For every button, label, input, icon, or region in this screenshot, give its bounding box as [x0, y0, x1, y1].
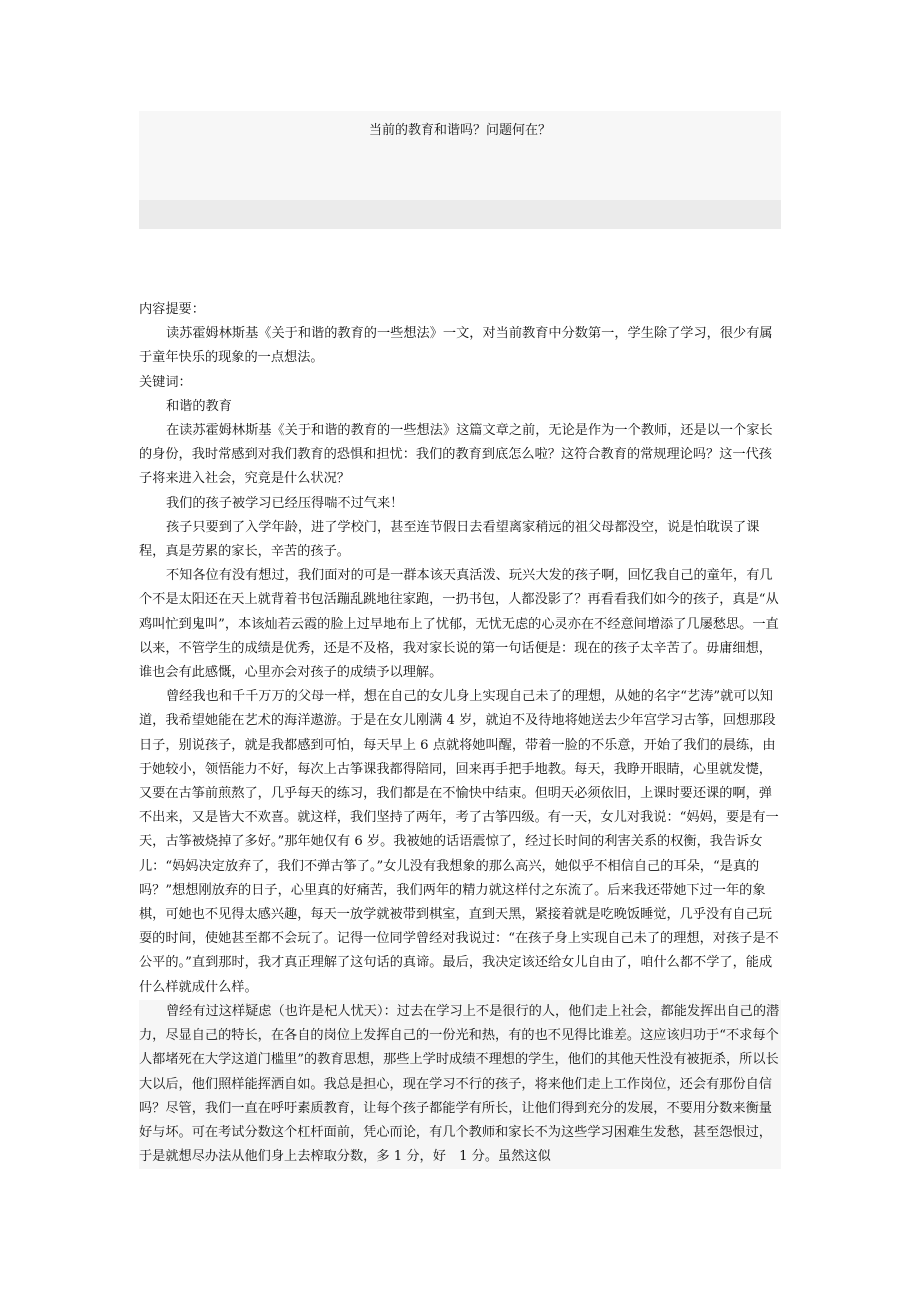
paragraph: 曾经我也和千千万万的父母一样，想在自己的女儿身上实现自己未了的理想，从她的名字“艺涛”就可以知道，我希望她能在艺术的海洋遨游。于是在女儿刚满 4 岁，就迫不及待地将她送去少年宫学习古筝，回想那段日子，别说孩子，就是我都感到可怕，每天早上 6 点就将她叫醒，带着一脸的不乐意，开始了我们的晨练，由于她较小，领悟能力不好，每次上古筝课我都得陪同，回来再手把手地教。每天，我睁开眼睛，心里就发憷，又要在古筝前煎熬了，几乎每天的练习，我们都是在不愉快中结束。但明天必须依旧，上课时要还课的啊，弹不出来，又是皆大不欢喜。就这样，我们坚持了两年，考了古筝四级。有一天，女儿对我说：“妈妈，要是有一天，古筝被烧掉了多好。”那年她仅有 6 岁。我被她的话语震惊了，经过长时间的利害关系的权衡，我告诉女儿：“妈妈决定放弃了，我们不弹古筝了。”女儿没有我想象的那么高兴，她似乎不相信自己的耳朵，“是真的吗？”想想刚放弃的日子，心里真的好痛苦，我们两年的精力就这样付之东流了。后来我还带她下过一年的象棋，可她也不见得太感兴趣，每天一放学就被带到棋室，直到天黑，紧接着就是吃晚饭睡觉，几乎没有自己玩耍的时间，使她甚至都不会玩了。记得一位同学曾经对我说过：“在孩子身上实现自己未了的理想，对孩子是不公平的。”直到那时，我才真正理解了这句话的真谛。最后，我决定该还给女儿自由了，咱什么都不学了，能成什么样就成什么样。: [139, 689, 779, 995]
document: [139, 111, 781, 1169]
summary-label: 内容提要：: [139, 302, 205, 317]
keywords-label: 关键词：: [139, 374, 192, 390]
paragraph: 在读苏霍姆林斯基《关于和谐的教育的一些想法》这篇文章之前，无论是作为一个教师，还是以一个家长的身份，我时常感到对我们教育的恐惧和担忧：我们的教育到底怎么啦？这符合教育的常规理论吗？这一代孩子将来进入社会，究竟是什么状况？: [139, 423, 773, 487]
blank-space: [139, 229, 781, 298]
keywords-text: 和谐的教育: [166, 398, 232, 414]
paragraph: 我们的孩子被学习已经压得喘不过气来！: [166, 495, 404, 511]
divider-band: [139, 200, 781, 229]
paragraph: 孩子只要到了入学年龄，进了学校门，甚至连节假日去看望离家稍远的祖父母都没空，说是怕耽误了课程，真是劳累的家长，辛苦的孩子。: [139, 519, 760, 560]
summary-text: 读苏霍姆林斯基《关于和谐的教育的一些想法》一文，对当前教育中分数第一，学生除了学习，很少有属于童年快乐的现象的一点想法。: [139, 326, 773, 366]
document-title: 当前的教育和谐吗？问题何在？: [368, 123, 551, 138]
document-body: [139, 298, 781, 1169]
title-band: [139, 111, 781, 200]
paragraph: 不知各位有没有想过，我们面对的可是一群本该天真活泼、玩兴大发的孩子啊，回忆我自己的童年，有几个不是太阳还在天上就背着书包活蹦乱跳地往家跑，一扔书包，人都没影了？再看看我们如今的孩子，真是“从鸡叫忙到鬼叫”，本该灿若云霞的脸上过早地布上了忧郁，无忧无虑的心灵亦在不经意间增添了几屡愁思。一直以来，不管学生的成绩是优秀，还是不及格，我对家长说的第一句话便是：现在的孩子太辛苦了。毋庸细想，谁也会有此感慨，心里亦会对孩子的成绩予以理解。: [139, 568, 779, 681]
paragraph: 曾经有过这样疑虑（也许是杞人忧天）：过去在学习上不是很行的人，他们走上社会，都能发挥出自己的潜力，尽显自己的特长，在各自的岗位上发挥自己的一份光和热，有的也不见得比谁差。这应该归功于“不求每个人都堵死在大学这道门槛里”的教育思想，那些上学时成绩不理想的学生，他们的其他天性没有被扼杀，所以长大以后，他们照样能挥洒自如。我总是担心，现在学习不行的孩子，将来他们走上工作岗位，还会有那份自信吗？尽管，我们一直在呼吁素质教育，让每个孩子都能学有所长，让他们得到充分的发展，不要用分数来衡量好与坏。可在考试分数这个杠杆面前，凭心而论，有几个教师和家长不为这些学习困难生发愁，甚至怨恨过，于是就想尽办法从他们身上去榨取分数，多 1 分，好 1 分。虽然这似: [139, 1000, 781, 1169]
